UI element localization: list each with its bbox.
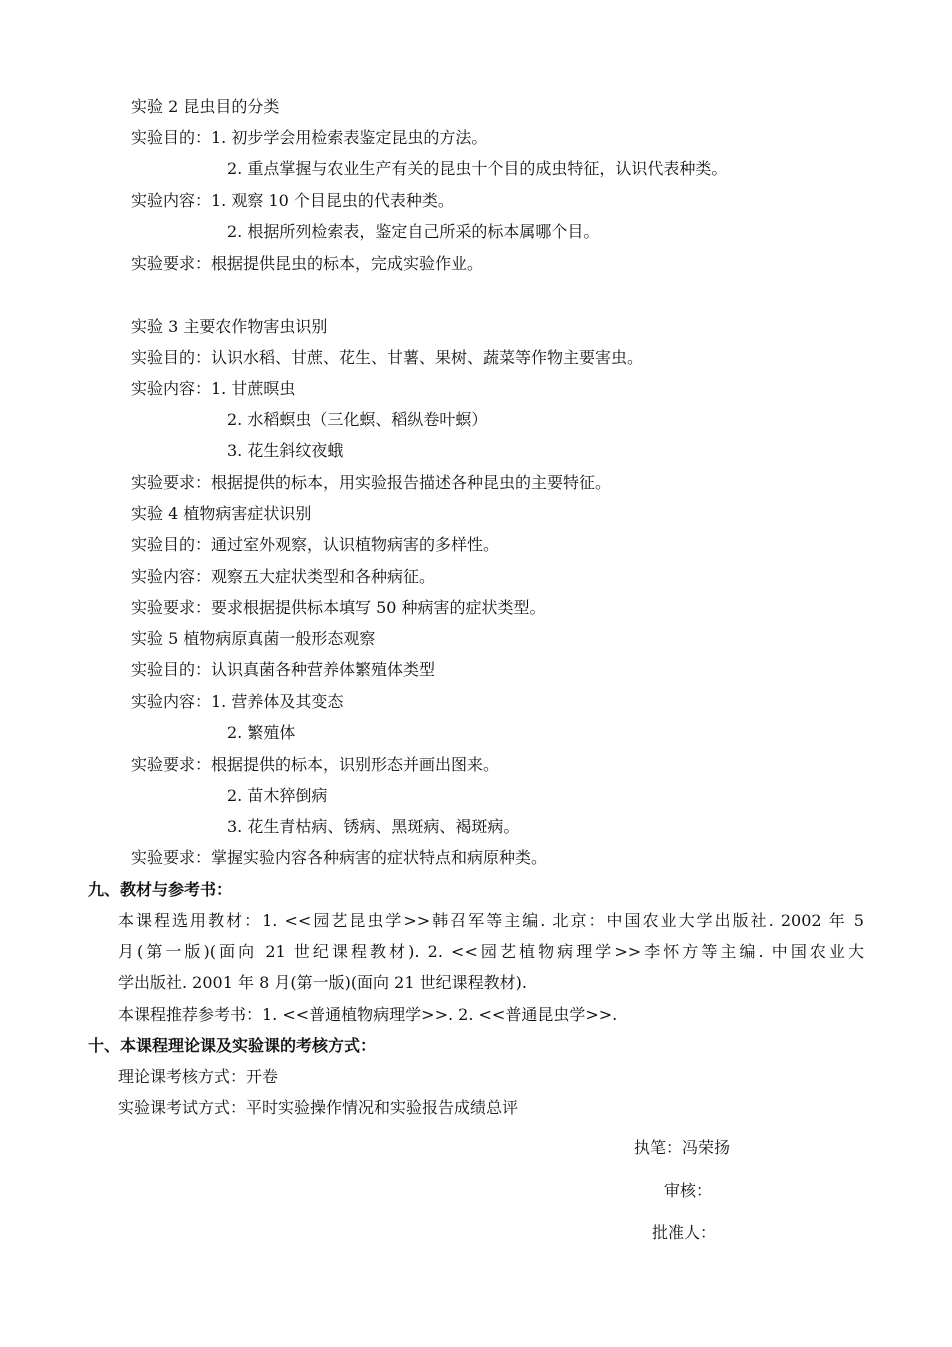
exp3-content: 实验内容：1. 甘蔗暝虫 (131, 379, 296, 398)
textbook-line-3: 学出版社. 2001 年 8 月(第一版)(面向 21 世纪课程教材). (118, 973, 527, 992)
author-signature: 执笔：冯荣扬 (634, 1138, 731, 1157)
exp5-requirement: 实验要求：根据提供的标本，识别形态并画出图来。 (131, 755, 500, 774)
exp2-content-2: 2. 根据所列检索表，鉴定自己所采的标本属哪个目。 (227, 222, 600, 241)
section-9-heading: 九、教材与参考书： (88, 880, 233, 899)
lab-assessment: 实验课考试方式：平时实验操作情况和实验报告成绩总评 (118, 1098, 519, 1117)
approver-signature: 批准人： (652, 1223, 717, 1242)
exp5-extra-2: 2. 苗木猝倒病 (227, 786, 328, 805)
exp2-content: 实验内容：1. 观察 10 个目昆虫的代表种类。 (131, 191, 454, 210)
exp5-extra-3: 3. 花生青枯病、锈病、黑斑病、褐斑病。 (227, 817, 520, 836)
exp3-content-3: 3. 花生斜纹夜蛾 (227, 441, 344, 460)
exp2-title: 实验 2 昆虫目的分类 (131, 97, 280, 116)
exp2-purpose: 实验目的：1. 初步学会用检索表鉴定昆虫的方法。 (131, 128, 488, 147)
exp3-title: 实验 3 主要农作物害虫识别 (131, 317, 328, 336)
textbook-line-1: 本课程选用教材：1. <<园艺昆虫学>>韩召军等主编. 北京：中国农业大学出版社. 2002 年 5 (118, 911, 864, 930)
exp5-content-2: 2. 繁殖体 (227, 723, 296, 742)
exp5-content: 实验内容：1. 营养体及其变态 (131, 692, 344, 711)
exp3-requirement: 实验要求：根据提供的标本，用实验报告描述各种昆虫的主要特征。 (131, 473, 612, 492)
exp4-content: 实验内容：观察五大症状类型和各种病征。 (131, 567, 436, 586)
section-10-heading: 十、本课程理论课及实验课的考核方式： (88, 1036, 377, 1055)
reviewer-signature: 审核： (664, 1181, 713, 1200)
exp3-content-2: 2. 水稻螟虫（三化螟、稻纵卷叶螟） (227, 410, 488, 429)
exp3-purpose: 实验目的：认识水稻、甘蔗、花生、甘薯、果树、蔬菜等作物主要害虫。 (131, 348, 644, 367)
reference-books: 本课程推荐参考书：1. <<普通植物病理学>>. 2. <<普通昆虫学>>. (118, 1005, 618, 1024)
exp2-requirement: 实验要求：根据提供昆虫的标本，完成实验作业。 (131, 254, 484, 273)
exp5-title: 实验 5 植物病原真菌一般形态观察 (131, 629, 376, 648)
textbook-line-2: 月(第一版)(面向 21 世纪课程教材). 2. <<园艺植物病理学>>李怀方等主编. 中国农业大 (118, 942, 864, 961)
exp4-purpose: 实验目的：通过室外观察，认识植物病害的多样性。 (131, 535, 500, 554)
exp2-purpose-2: 2. 重点掌握与农业生产有关的昆虫十个目的成虫特征，认识代表种类。 (227, 159, 728, 178)
exp5-purpose: 实验目的：认识真菌各种营养体繁殖体类型 (131, 660, 436, 679)
theory-assessment: 理论课考核方式：开卷 (118, 1067, 279, 1086)
exp5-requirement-2: 实验要求：掌握实验内容各种病害的症状特点和病原种类。 (131, 848, 548, 867)
exp4-title: 实验 4 植物病害症状识别 (131, 504, 312, 523)
exp4-requirement: 实验要求：要求根据提供标本填写 50 种病害的症状类型。 (131, 598, 546, 617)
